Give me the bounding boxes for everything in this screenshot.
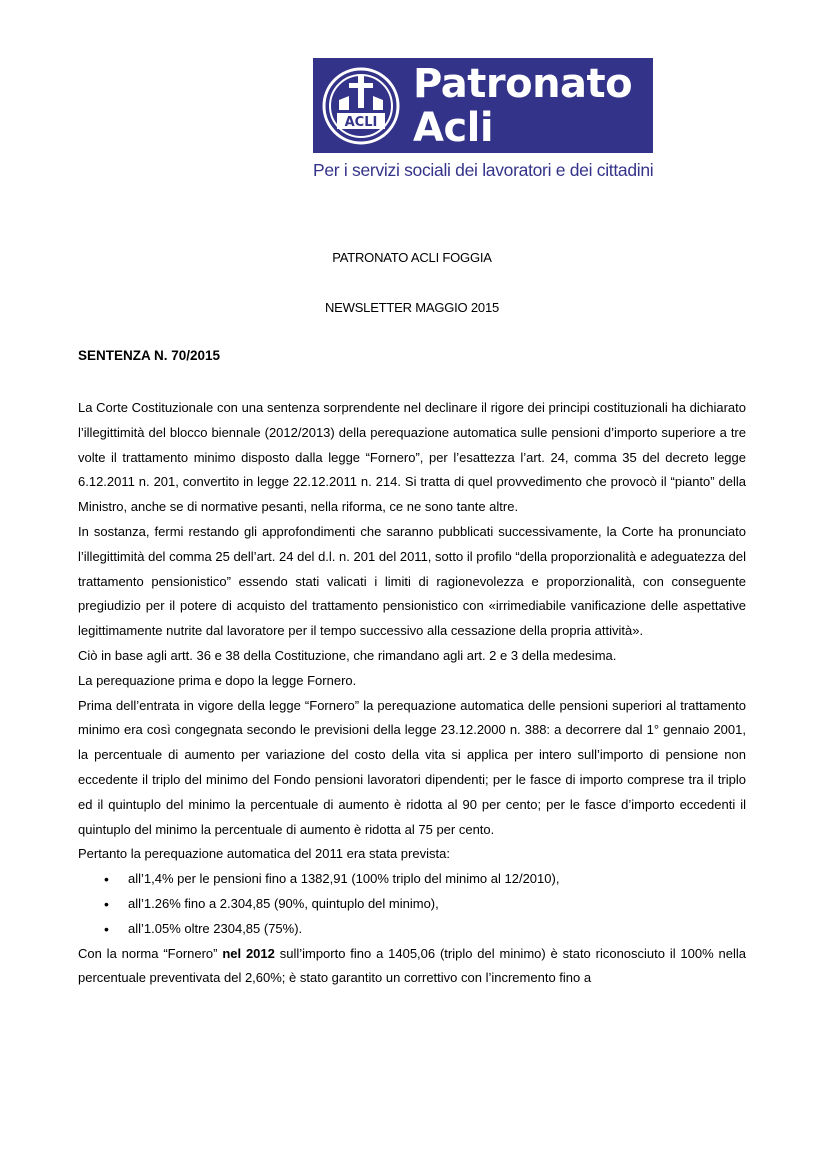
org-heading: PATRONATO ACLI FOGGIA [332, 250, 492, 265]
bold-text: nel 2012 [222, 945, 275, 961]
paragraph: La Corte Costituzionale con una sentenza sorprendente nel declinare il rigore dei principi costituzionali ha dichiarato l’illegittimità del blocco biennale (2012/2013) della perequazione automatica sulle pensioni d’importo superiore a tre volte il trattamento minimo disposto dalla legge “Fornero”, per l’esattezza l’art. 24, comma 35 del decreto legge 6.12.2011 n. 201, convertito in legge 22.12.2011 n. 214. Si tratta di quel provvedimento che provocò il “pianto” della Ministro, anche se di normative pesanti, nella riforma, ce ne sono tante altre. [78, 400, 746, 515]
paragraph: Prima dell’entrata in vigore della legge “Fornero” la perequazione automatica delle pensioni superiori al trattamento minimo era così congegnata secondo le previsioni della legge 23.12.2000 n. 388: a decorrere dal 1° gennaio 2001, la percentuale di aumento per variazione del costo della vita si applica per intero sull’importo di pensione non eccedente il triplo del minimo del Fondo pensioni lavoratori dipendenti; per le fasce di importo comprese tra il triplo ed il quintuplo del minimo la percentuale di aumento è ridotta al 90 per cento; per le fasce d’importo eccedenti il quintuplo del minimo la percentuale di aumento è ridotta al 75 per cento. [78, 697, 746, 837]
section-title: SENTENZA N. 70/2015 [78, 348, 221, 363]
paragraph: In sostanza, fermi restando gli approfondimenti che saranno pubblicati successivamente, la Corte ha pronunciato l’illegittimità del comma 25 dell’art. 24 del d.l. n. 201 del 2011, sotto il profilo “della proporzionalità e adeguatezza del trattamento pensionistico” essendo stati valicati i limiti di ragionevolezza e proporzionalità, con conseguente pregiudizio per il potere di acquisto del trattamento pensionistico con «irrimediabile vanificazione delle aspettative legittimamente nutrite dal lavoratore per il tempo successivo alla cessazione della propria attività». [78, 523, 746, 639]
svg-text:ACLI: ACLI [344, 115, 378, 130]
logo-title [413, 62, 632, 150]
logo-title-line2: Acli [413, 105, 494, 151]
text-run: Con la norma “Fornero” [78, 945, 223, 961]
bullet-list [78, 867, 746, 941]
list-item: • all’1.26% fino a 2.304,85 (90%, quintuplo del minimo), [128, 892, 746, 917]
patronato-acli-logo [313, 58, 653, 153]
text-run: sull’importo fino a 1405,06 (triplo del minimo) è stato riconosciuto il 100% nella percentuale preventivata del 2,60%; è stato garantito un correttivo con l’incremento fino a [78, 945, 746, 986]
document-body [78, 396, 746, 991]
logo-tagline: Per i servizi sociali dei lavoratori e dei cittadini [313, 160, 654, 180]
logo-title-line1: Patronato [413, 61, 633, 107]
paragraph: Pertanto la perequazione automatica del 2011 era stata prevista: [78, 846, 450, 862]
list-item: • all’1.05% oltre 2304,85 (75%). [128, 917, 746, 942]
list-item: • all’1,4% per le pensioni fino a 1382,91 (100% triplo del minimo al 12/2010), [128, 867, 746, 892]
paragraph: La perequazione prima e dopo la legge Fornero. [78, 672, 357, 688]
acli-emblem-icon [321, 66, 401, 146]
paragraph: Ciò in base agli artt. 36 e 38 della Costituzione, che rimandano agli art. 2 e 3 della medesima. [78, 647, 617, 663]
newsletter-heading: NEWSLETTER MAGGIO 2015 [324, 300, 500, 315]
paragraph [78, 942, 746, 992]
